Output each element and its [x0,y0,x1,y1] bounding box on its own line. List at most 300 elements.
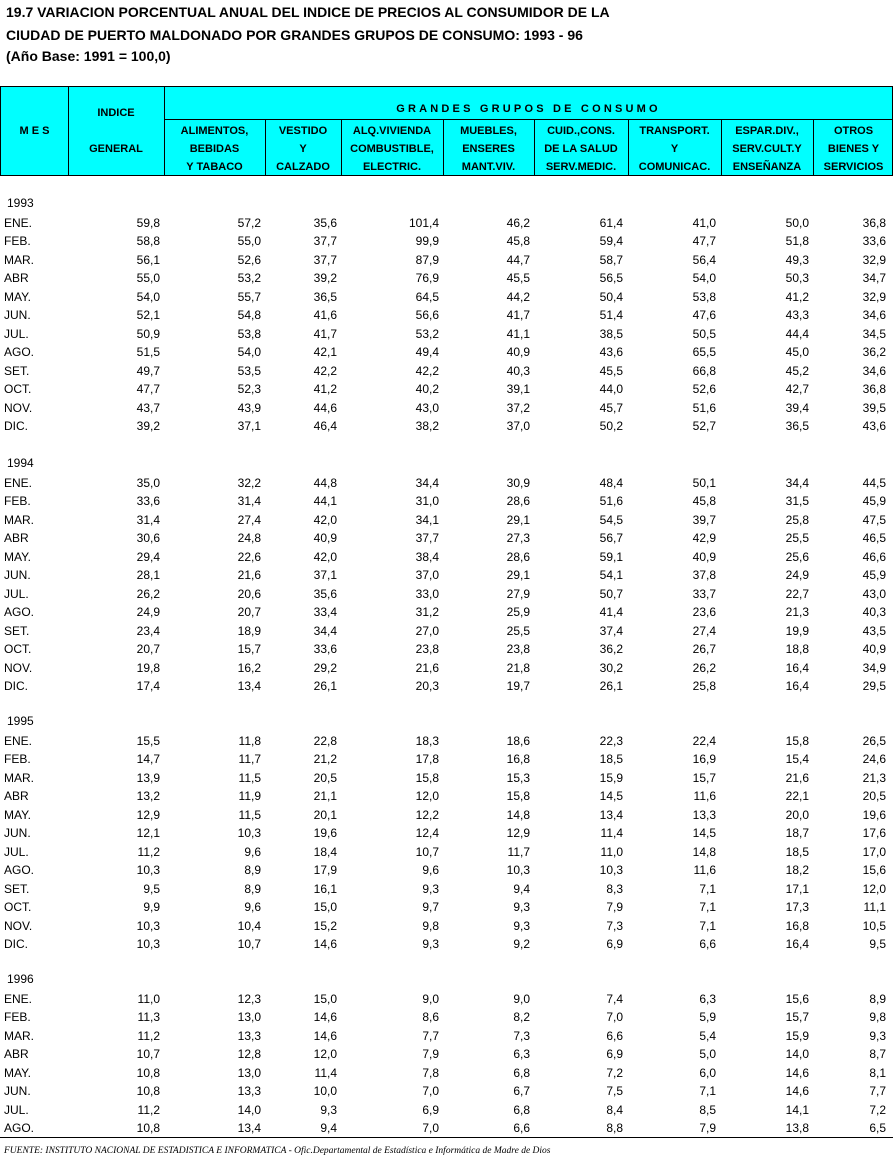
table-row [0,288,893,306]
value-cell: 45,0 [785,345,809,360]
value-cell: 18,9 [237,623,261,638]
value-cell: 56,6 [415,308,439,323]
value-cell: 7,9 [422,1047,439,1062]
value-cell: 8,7 [869,1047,886,1062]
table-row [0,380,893,398]
value-cell: 11,7 [238,752,261,767]
table-row [0,806,893,824]
value-cell: 9,6 [244,844,261,859]
value-cell: 14,6 [785,1065,809,1080]
value-cell: 44,2 [506,289,530,304]
value-cell: 43,6 [599,345,623,360]
month-label: NOV. [4,660,33,675]
value-cell: 13,0 [237,1010,261,1025]
value-cell: 33,0 [415,586,439,601]
value-cell: 6,6 [699,936,716,951]
value-cell: 17,9 [313,863,337,878]
value-cell: 15,4 [785,752,809,767]
value-cell: 53,5 [237,363,261,378]
value-cell: 39,7 [692,512,716,527]
year-label: 1994 [7,456,34,470]
value-cell: 10,8 [136,1121,160,1136]
value-cell: 31,4 [237,494,261,509]
value-cell: 6,9 [422,1102,439,1117]
value-cell: 37,2 [506,400,530,415]
value-cell: 25,5 [506,623,530,638]
month-label: SET. [4,363,30,378]
value-cell: 10,3 [136,863,160,878]
value-cell: 21,1 [313,789,337,804]
table-row [0,935,893,953]
value-cell: 19,9 [785,623,809,638]
value-cell: 11,4 [314,1065,337,1080]
value-cell: 29,5 [862,678,886,693]
value-cell: 6,3 [513,1047,530,1062]
value-cell: 6,9 [606,1047,623,1062]
table-row [0,529,893,547]
value-cell: 15,3 [506,770,530,785]
column-header-7-line-1: ESPAR.DIV., [735,125,799,137]
value-cell: 21,2 [313,752,337,767]
column-header-5-line-3: SERV.MEDIC. [545,161,617,173]
column-header-2-line-2: Y [299,143,307,155]
month-label: JUL. [4,1102,29,1117]
value-cell: 15,6 [785,992,809,1006]
value-cell: 26,1 [599,678,623,693]
value-cell: 32,9 [862,252,886,267]
header-mes: M E S [19,125,50,137]
value-cell: 10,7 [237,936,261,951]
value-cell: 46,4 [313,418,337,433]
value-cell: 50,3 [785,271,809,286]
column-header-6-line-2: Y [670,143,679,155]
table-row [0,306,893,324]
value-cell: 24,8 [237,531,261,546]
value-cell: 10,3 [599,863,623,878]
value-cell: 7,1 [699,918,716,933]
bottom-rule [0,1137,893,1138]
value-cell: 14,6 [313,1028,337,1043]
value-cell: 15,8 [415,770,439,785]
value-cell: 36,8 [862,216,886,230]
value-cell: 24,6 [862,752,886,767]
value-cell: 9,4 [513,881,530,896]
value-cell: 13,3 [237,1028,261,1043]
value-cell: 22,1 [785,789,809,804]
column-header-6-line-1: TRANSPORT. [639,125,710,137]
value-cell: 58,8 [136,234,160,249]
table-row [0,325,893,343]
value-cell: 13,8 [785,1121,809,1136]
value-cell: 10,0 [313,1084,337,1099]
value-cell: 29,1 [506,568,530,583]
value-cell: 40,3 [862,605,886,620]
value-cell: 15,5 [136,734,160,748]
value-cell: 57,2 [237,216,261,230]
value-cell: 17,0 [862,844,886,859]
value-cell: 5,0 [699,1047,716,1062]
value-cell: 49,4 [415,345,439,360]
month-label: OCT. [4,900,32,915]
month-label: DIC. [4,678,28,693]
month-label: MAY. [4,289,31,304]
month-label: ENE. [4,992,33,1006]
value-cell: 23,4 [136,623,160,638]
value-cell: 43,0 [862,586,886,601]
value-cell: 27,4 [692,623,716,638]
value-cell: 37,0 [415,568,439,583]
value-cell: 26,2 [136,586,160,601]
value-cell: 20,1 [313,807,337,822]
month-label: JUN. [4,568,31,583]
year-label: 1995 [7,714,34,728]
column-header-1-line-3: Y TABACO [186,161,243,173]
value-cell: 11,9 [238,789,261,804]
value-cell: 33,6 [862,234,886,249]
value-cell: 14,8 [692,844,716,859]
value-cell: 11,8 [238,734,261,748]
column-header-5-line-1: CUID.,CONS. [547,125,615,137]
value-cell: 7,1 [699,881,716,896]
value-cell: 15,8 [506,789,530,804]
value-cell: 29,1 [506,512,530,527]
value-cell: 34,4 [785,476,809,490]
value-cell: 39,1 [506,382,530,397]
value-cell: 9,7 [422,900,439,915]
table-header [0,86,893,176]
value-cell: 27,4 [237,512,261,527]
value-cell: 5,9 [699,1010,716,1025]
value-cell: 40,9 [506,345,530,360]
value-cell: 13,2 [136,789,160,804]
month-label: JUN. [4,1084,31,1099]
column-header-4-line-2: ENSERES [462,143,515,155]
table-row [0,1101,893,1119]
value-cell: 44,5 [862,476,886,490]
value-cell: 30,2 [599,660,623,675]
value-cell: 40,2 [415,382,439,397]
value-cell: 37,4 [599,623,623,638]
value-cell: 38,4 [415,549,439,564]
value-cell: 33,6 [313,642,337,657]
value-cell: 42,1 [313,345,337,360]
value-cell: 7,2 [869,1102,886,1117]
value-cell: 9,3 [513,918,530,933]
value-cell: 54,5 [599,512,623,527]
value-cell: 21,6 [415,660,439,675]
table-row [0,917,893,935]
value-cell: 7,7 [869,1084,886,1099]
column-header-5-line-2: DE LA SALUD [544,143,618,155]
value-cell: 50,9 [136,326,160,341]
value-cell: 7,9 [606,900,623,915]
value-cell: 23,6 [692,605,716,620]
month-label: JUL. [4,844,29,859]
value-cell: 18,8 [785,642,809,657]
value-cell: 47,7 [692,234,716,249]
table-row [0,603,893,621]
value-cell: 35,0 [136,476,160,490]
value-cell: 13,4 [237,1121,261,1136]
value-cell: 18,3 [415,734,439,748]
value-cell: 42,0 [313,512,337,527]
value-cell: 8,8 [606,1121,623,1136]
value-cell: 39,2 [136,418,160,433]
value-cell: 36,5 [785,418,809,433]
value-cell: 31,2 [415,605,439,620]
column-header-7-line-2: SERV.CULT.Y [732,143,802,155]
value-cell: 17,3 [785,900,809,915]
value-cell: 14,0 [237,1102,261,1117]
value-cell: 11,0 [600,844,623,859]
value-cell: 37,8 [692,568,716,583]
value-cell: 17,6 [862,826,886,841]
value-cell: 76,9 [415,271,439,286]
value-cell: 18,5 [599,752,623,767]
table-row [0,251,893,269]
value-cell: 14,1 [785,1102,809,1117]
month-label: ABR [4,789,29,804]
value-cell: 21,3 [862,770,886,785]
value-cell: 44,0 [599,382,623,397]
value-cell: 15,7 [237,642,261,657]
value-cell: 13,4 [599,807,623,822]
value-cell: 12,9 [136,807,160,822]
value-cell: 8,9 [869,992,886,1006]
table-row [0,750,893,768]
value-cell: 7,7 [422,1028,439,1043]
value-cell: 5,4 [699,1028,716,1043]
column-header-7-line-3: ENSEÑANZA [732,161,802,173]
value-cell: 45,5 [599,363,623,378]
value-cell: 99,9 [415,234,439,249]
value-cell: 14,7 [136,752,160,767]
table-row [0,492,893,510]
value-cell: 11,0 [137,992,160,1006]
value-cell: 35,6 [313,216,337,230]
value-cell: 11,1 [863,900,886,915]
value-cell: 43,6 [862,418,886,433]
value-cell: 7,0 [422,1084,439,1099]
value-cell: 49,7 [136,363,160,378]
value-cell: 13,3 [237,1084,261,1099]
month-label: NOV. [4,400,33,415]
value-cell: 47,7 [136,382,160,397]
value-cell: 34,5 [862,326,886,341]
value-cell: 59,4 [599,234,623,249]
header-group-title: GRANDES GRUPOS DE CONSUMO [396,103,661,115]
value-cell: 40,9 [313,531,337,546]
value-cell: 53,8 [237,326,261,341]
value-cell: 20,7 [237,605,261,620]
value-cell: 44,8 [313,476,337,490]
value-cell: 65,5 [692,345,716,360]
value-cell: 8,5 [699,1102,716,1117]
value-cell: 19,7 [506,678,530,693]
value-cell: 12,1 [136,826,160,841]
month-label: NOV. [4,918,33,933]
month-label: AGO. [4,345,35,360]
value-cell: 54,0 [136,289,160,304]
value-cell: 50,1 [692,476,716,490]
value-cell: 30,6 [136,531,160,546]
value-cell: 42,9 [692,531,716,546]
value-cell: 51,5 [136,345,160,360]
value-cell: 18,2 [785,863,809,878]
value-cell: 50,2 [599,418,623,433]
value-cell: 46,6 [862,549,886,564]
value-cell: 29,2 [313,660,337,675]
value-cell: 13,9 [136,770,160,785]
value-cell: 17,1 [785,881,809,896]
value-cell: 13,3 [692,807,716,822]
month-label: OCT. [4,642,32,657]
value-cell: 44,4 [785,326,809,341]
value-cell: 10,4 [237,918,261,933]
column-header-3-line-1: ALQ.VIVIENDA [352,125,432,137]
value-cell: 10,5 [862,918,886,933]
value-cell: 9,2 [513,936,530,951]
table-row [0,232,893,250]
value-cell: 6,3 [699,992,716,1006]
value-cell: 52,1 [136,308,160,323]
value-cell: 52,7 [692,418,716,433]
value-cell: 17,4 [136,678,160,693]
value-cell: 9,0 [422,992,439,1006]
value-cell: 43,7 [136,400,160,415]
month-label: JUN. [4,826,31,841]
column-header-2-line-1: VESTIDO [278,125,328,137]
value-cell: 38,5 [599,326,623,341]
column-header-8-line-3: SERVICIOS [823,161,884,173]
month-label: JUN. [4,308,31,323]
value-cell: 53,2 [415,326,439,341]
value-cell: 16,8 [506,752,530,767]
value-cell: 56,4 [692,252,716,267]
table-row [0,990,893,1008]
month-label: AGO. [4,1121,35,1136]
table-row [0,399,893,417]
value-cell: 56,1 [136,252,160,267]
value-cell: 15,6 [862,863,886,878]
value-cell: 11,5 [238,807,261,822]
value-cell: 15,0 [313,992,337,1006]
value-cell: 25,5 [785,531,809,546]
month-label: MAR. [4,512,34,527]
month-label: SET. [4,881,30,896]
value-cell: 7,3 [606,918,623,933]
month-label: ENE. [4,734,33,748]
value-cell: 11,5 [238,770,261,785]
value-cell: 9,6 [422,863,439,878]
value-cell: 22,4 [692,734,716,748]
month-label: MAR. [4,1028,34,1043]
value-cell: 32,9 [862,289,886,304]
month-label: JUL. [4,586,29,601]
value-cell: 14,6 [313,936,337,951]
value-cell: 45,9 [862,568,886,583]
value-cell: 20,5 [862,789,886,804]
value-cell: 52,3 [237,382,261,397]
value-cell: 21,8 [506,660,530,675]
column-header-6-line-3: COMUNICAC. [638,161,711,173]
value-cell: 16,2 [237,660,261,675]
value-cell: 56,5 [599,271,623,286]
value-cell: 14,5 [599,789,623,804]
value-cell: 47,6 [692,308,716,323]
value-cell: 38,2 [415,418,439,433]
column-header-8-line-2: BIENES Y [827,143,880,155]
value-cell: 7,3 [513,1028,530,1043]
value-cell: 18,7 [785,826,809,841]
value-cell: 55,7 [237,289,261,304]
value-cell: 9,5 [143,881,160,896]
table-row [0,769,893,787]
value-cell: 9,3 [320,1102,337,1117]
value-cell: 20,6 [237,586,261,601]
value-cell: 39,4 [785,400,809,415]
month-label: AGO. [4,605,35,620]
value-cell: 9,4 [320,1121,337,1136]
value-cell: 22,7 [785,586,809,601]
value-cell: 6,8 [513,1065,530,1080]
value-cell: 8,9 [244,863,261,878]
value-cell: 17,8 [415,752,439,767]
value-cell: 8,1 [869,1065,886,1080]
value-cell: 8,9 [244,881,261,896]
value-cell: 49,3 [785,252,809,267]
value-cell: 34,6 [862,308,886,323]
value-cell: 54,1 [599,568,623,583]
value-cell: 31,4 [136,512,160,527]
value-cell: 59,8 [136,216,160,230]
value-cell: 12,9 [506,826,530,841]
value-cell: 7,4 [606,992,623,1006]
table-row [0,417,893,435]
value-cell: 36,5 [313,289,337,304]
column-header-3-line-3: ELECTRIC. [362,161,422,173]
value-cell: 87,9 [415,252,439,267]
month-label: FEB. [4,1010,31,1025]
value-cell: 18,4 [313,844,337,859]
value-cell: 13,0 [237,1065,261,1080]
month-label: MAR. [4,770,34,785]
value-cell: 45,7 [599,400,623,415]
value-cell: 25,8 [692,678,716,693]
table-row [0,898,893,916]
value-cell: 22,3 [599,734,623,748]
value-cell: 26,1 [313,678,337,693]
value-cell: 10,7 [136,1047,160,1062]
column-header-4-line-3: MANT.VIV. [461,161,516,173]
table-row [0,548,893,566]
value-cell: 31,0 [415,494,439,509]
month-label: AGO. [4,863,35,878]
value-cell: 41,0 [692,216,716,230]
value-cell: 23,8 [415,642,439,657]
value-cell: 54,0 [237,345,261,360]
value-cell: 52,6 [692,382,716,397]
value-cell: 48,4 [599,476,623,490]
value-cell: 9,3 [422,881,439,896]
value-cell: 20,3 [415,678,439,693]
title-line-1: 19.7 VARIACION PORCENTUAL ANUAL DEL INDICE DE PRECIOS AL CONSUMIDOR DE LA [6,4,610,20]
value-cell: 27,0 [415,623,439,638]
value-cell: 10,7 [415,844,439,859]
column-header-1-line-2: BEBIDAS [189,143,240,155]
value-cell: 43,9 [237,400,261,415]
value-cell: 28,1 [136,568,160,583]
